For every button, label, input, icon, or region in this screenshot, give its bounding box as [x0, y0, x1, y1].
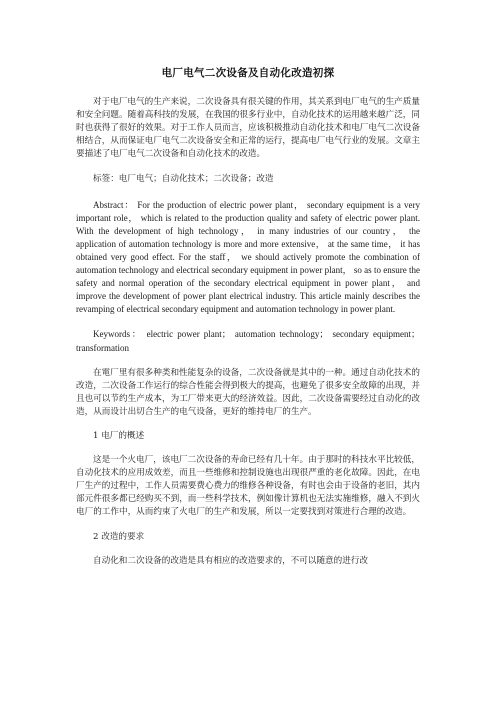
section-2-heading: 2 改造的要求 [93, 531, 145, 542]
chinese-abstract: 对于电厂电气的生产来说，二次设备具有很关键的作用，其关系到电厂电气的生产质量和安全问题。随着高科技的发展，在我国的很多行业中，自动化技术的运用越来越广泛，同时也获得了很好的效果。对于工作人员而言，应该积极推动自动化技术和电厂电气二次设备相结合，从而保证电厂电气二次设备安全和正常的运行，提高电厂电气行业的发展。文章主要描述了电厂电气二次设备和自动化技术的改造。 [76, 97, 420, 160]
english-keywords: Keywords： electric power plant； automation technology； secondary equipment； transformation [76, 329, 420, 353]
document-body [76, 66, 420, 568]
section-1-heading: 1 电厂的概述 [93, 430, 145, 441]
section-2-body: 自动化和二次设备的改造是具有相应的改造要求的，不可以随意的进行改 [93, 555, 369, 566]
section-1-body: 这是一个火电厂，该电厂二次设备的寿命已经有几十年。由于那时的科技水平比较低，自动化技术的应用成效差，而且一些维修和控制设施也出现很严重的老化故障。因此，在电厂生产的过程中，工作人员需要费心费力的维修各种设备，有时也会由于设备的老旧，其内部元件很多都已经购买不到，而一些科学技术，例如像计算机也无法实施维修，融入不到火电厂的工作中，从而约束了火电厂的生产和发展，所以一定要找到对策进行合理的改造。 [76, 455, 420, 518]
chinese-keywords: 标签：电厂电气；自动化技术；二次设备；改造 [93, 174, 274, 185]
introduction-paragraph: 在電厂里有很多种类和性能复杂的设备，二次设备就是其中的一种。通过自动化技术的改造，二次设备工作运行的综合性能会得到极大的提高，也避免了很多安全故障的出现，并且也可以节约生产成本，为工厂带来更大的经济效益。因此，二次设备需要经过自动化的改造，从而设计出切合生产的电气设备，更好的维持电厂的生产。 [76, 367, 420, 417]
document-title: 电厂电气二次设备及自动化改造初探 [161, 67, 335, 79]
english-abstract: Abstract： For the production of electric power plant， secondary equipment is a very important role， which is related to the production quality and safety of electric power plant. With the development of high technology， in many industries of our country， the application of automation technology is more and more extensive， at the same time， it has obtained very good effect. For the staff， we should actively promote the combination of automation technology and electrical secondary equipment in power plant， so as to ensure the safety and normal operation of the secondary electrical equipment in power plant， and improve the development of power plant electrical industry. This article mainly describes the revamping of electrical secondary equipment and automation technology in power plant. [76, 199, 420, 315]
